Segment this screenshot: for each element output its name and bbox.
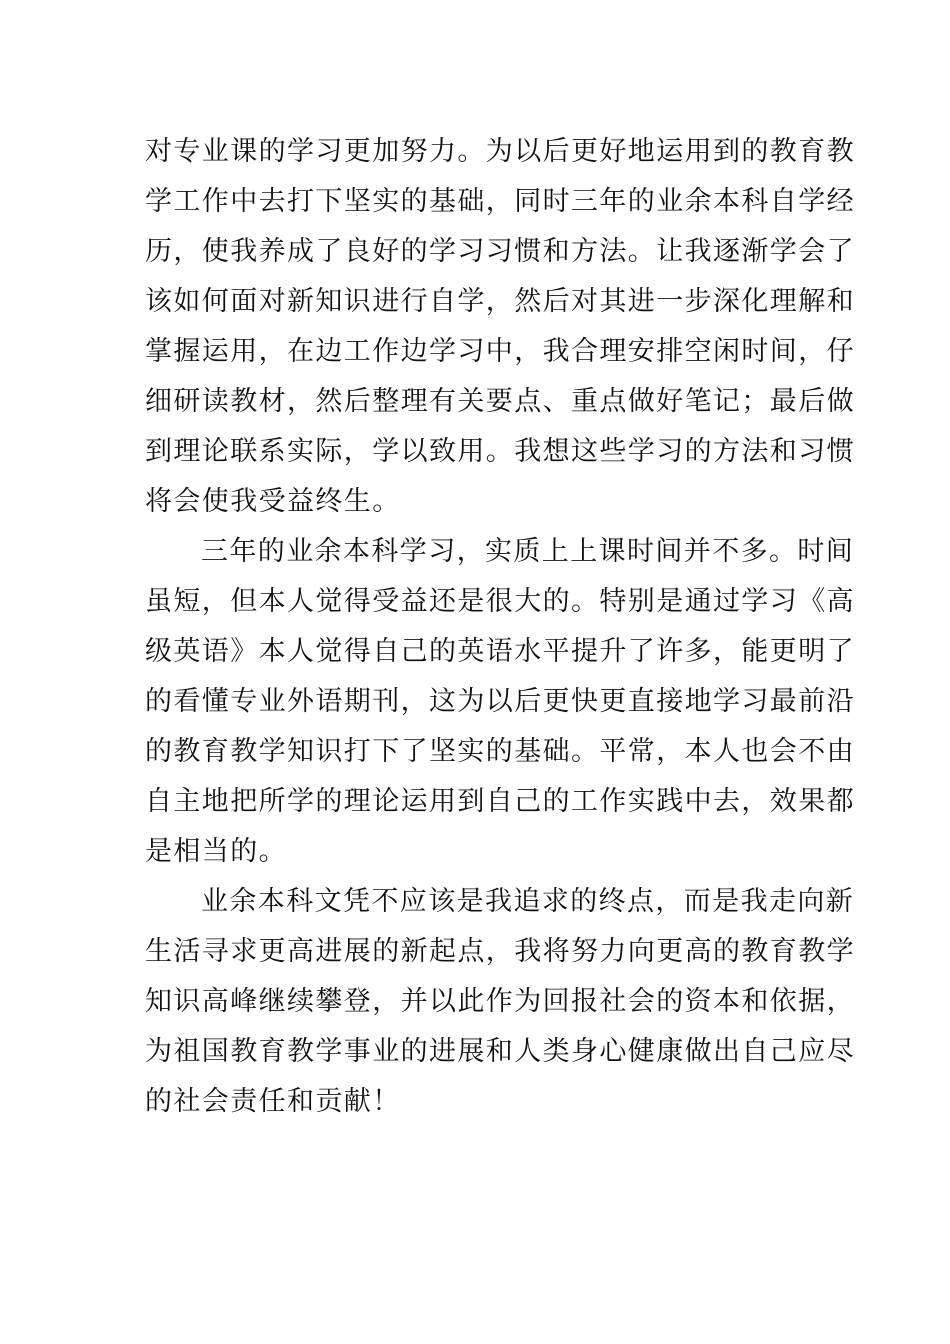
text-line: 业余本科文凭不应该是我追求的终点，而是我走向新: [201, 886, 855, 917]
text-line: 三年的业余本科学习，实质上上课时间并不多。时间: [201, 536, 855, 567]
text-line: 掌握运用，在边工作边学习中，我合理安排空闲时间，仔: [145, 336, 855, 367]
text-line: 历，使我养成了良好的学习习惯和方法。让我逐渐学会了: [145, 236, 855, 267]
text-line: 自主地把所学的理论运用到自己的工作实践中去，效果都: [145, 786, 855, 817]
text-line: 虽短，但本人觉得受益还是很大的。特别是通过学习《高: [145, 586, 855, 617]
text-line: 到理论联系实际，学以致用。我想这些学习的方法和习惯: [145, 436, 855, 467]
text-line: 级英语》本人觉得自己的英语水平提升了许多，能更明了: [145, 636, 855, 667]
text-line: 将会使我受益终生。: [145, 486, 401, 517]
text-line: 为祖国教育教学事业的进展和人类身心健康做出自己应尽: [145, 1036, 855, 1067]
paragraph-1: [145, 127, 855, 527]
paragraph-2: [145, 527, 855, 877]
text-line: 的教育教学知识打下了坚实的基础。平常，本人也会不由: [145, 736, 855, 767]
text-line: 的看懂专业外语期刊，这为以后更快更直接地学习最前沿: [145, 686, 855, 717]
document-body: [145, 127, 855, 1127]
text-line: 是相当的。: [145, 836, 287, 867]
text-line: 生活寻求更高进展的新起点，我将努力向更高的教育教学: [145, 936, 855, 967]
paragraph-3: [145, 877, 855, 1127]
text-line: 该如何面对新知识进行自学，然后对其进一步深化理解和: [145, 286, 855, 317]
text-line: 细研读教材，然后整理有关要点、重点做好笔记；最后做: [145, 386, 855, 417]
text-line: 对专业课的学习更加努力。为以后更好地运用到的教育教: [145, 136, 855, 167]
text-line: 的社会责任和贡献！: [145, 1086, 401, 1117]
text-line: 知识高峰继续攀登，并以此作为回报社会的资本和依据，: [145, 986, 855, 1017]
text-line: 学工作中去打下坚实的基础，同时三年的业余本科自学经: [145, 186, 855, 217]
